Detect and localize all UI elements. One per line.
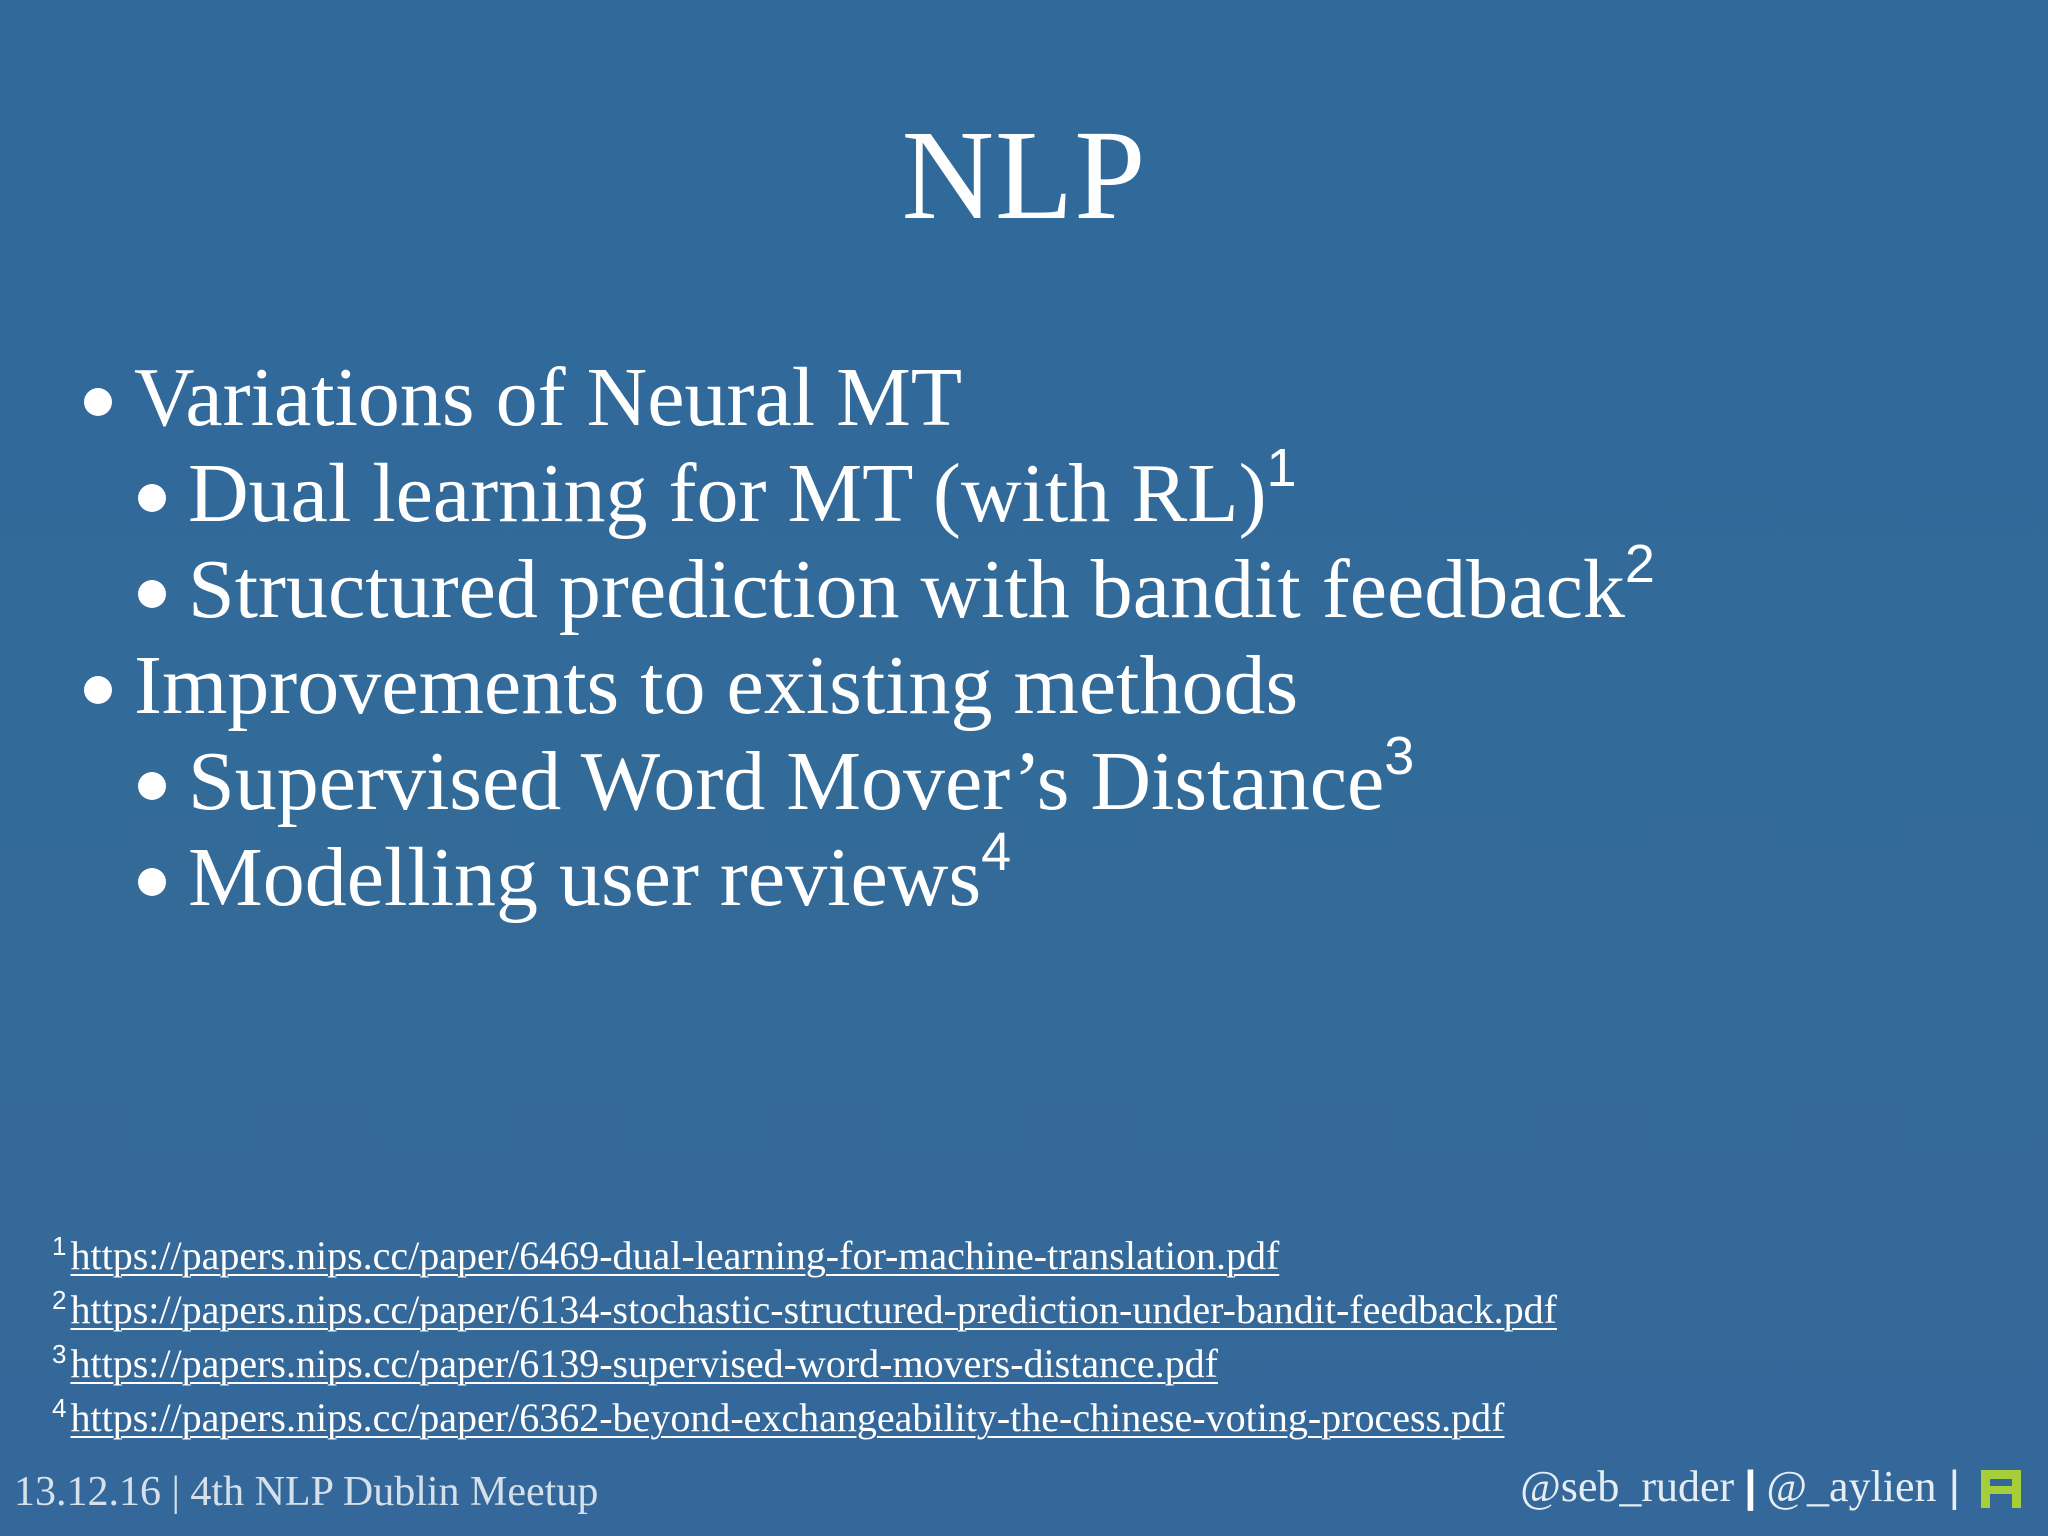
footnote-link[interactable]: https://papers.nips.cc/paper/6139-supervised-word-movers-distance.pdf — [70, 1341, 1218, 1386]
slide-title: NLP — [901, 104, 1147, 246]
twitter-handle-aylien: @_aylien — [1766, 1462, 1937, 1511]
footnote-link[interactable]: https://papers.nips.cc/paper/6469-dual-learning-for-machine-translation.pdf — [70, 1233, 1280, 1278]
bullet-dot-icon — [84, 388, 112, 416]
bullet-dot-icon — [138, 580, 166, 608]
footnote-number: 2 — [52, 1284, 67, 1315]
bullet-text: Structured prediction with bandit feedback — [188, 543, 1625, 636]
bullet-dot-icon — [138, 772, 166, 800]
bullet-text: Improvements to existing methods — [134, 639, 1299, 732]
footnote-ref: 4 — [981, 822, 1012, 882]
bullet-dot-icon — [84, 676, 112, 704]
bullet-dot-icon — [138, 868, 166, 896]
bullet-item — [84, 638, 1298, 734]
footnote-item — [52, 1392, 1504, 1444]
footnote-item — [52, 1338, 1218, 1390]
footnote-item — [52, 1284, 1557, 1336]
sub-bullet-item — [138, 438, 1297, 542]
bullet-text: Modelling user reviews — [188, 831, 982, 924]
bullet-text: Dual learning for MT (with RL) — [188, 447, 1267, 540]
footnote-number: 3 — [52, 1338, 67, 1369]
bullet-text: Variations of Neural MT — [134, 351, 963, 444]
footer-handles — [1520, 1458, 2024, 1516]
aylien-logo-icon — [1978, 1464, 2024, 1510]
footnote-ref: 3 — [1384, 726, 1415, 786]
footer-separator: | — [1744, 1462, 1757, 1511]
footnote-number: 1 — [52, 1230, 67, 1261]
footnote-ref: 2 — [1624, 534, 1655, 594]
sub-bullet-item — [138, 726, 1415, 830]
footnote-link[interactable]: https://papers.nips.cc/paper/6134-stochastic-structured-prediction-under-bandit-feedback.pdf — [70, 1287, 1557, 1332]
sub-bullet-item — [138, 822, 1012, 926]
bullet-text: Supervised Word Mover’s Distance — [188, 735, 1385, 828]
footnote-ref: 1 — [1266, 438, 1297, 498]
footer-date-event: 13.12.16 | 4th NLP Dublin Meetup — [14, 1469, 599, 1515]
footnote-item — [52, 1230, 1279, 1282]
bullet-dot-icon — [138, 484, 166, 512]
footnote-link[interactable]: https://papers.nips.cc/paper/6362-beyond-exchangeability-the-chinese-voting-process.pdf — [70, 1395, 1505, 1440]
footer-separator: | — [1948, 1462, 1960, 1511]
twitter-handle-seb: @seb_ruder — [1520, 1462, 1735, 1511]
footnote-number: 4 — [52, 1392, 67, 1423]
bullet-item — [84, 350, 962, 446]
sub-bullet-item — [138, 534, 1655, 638]
